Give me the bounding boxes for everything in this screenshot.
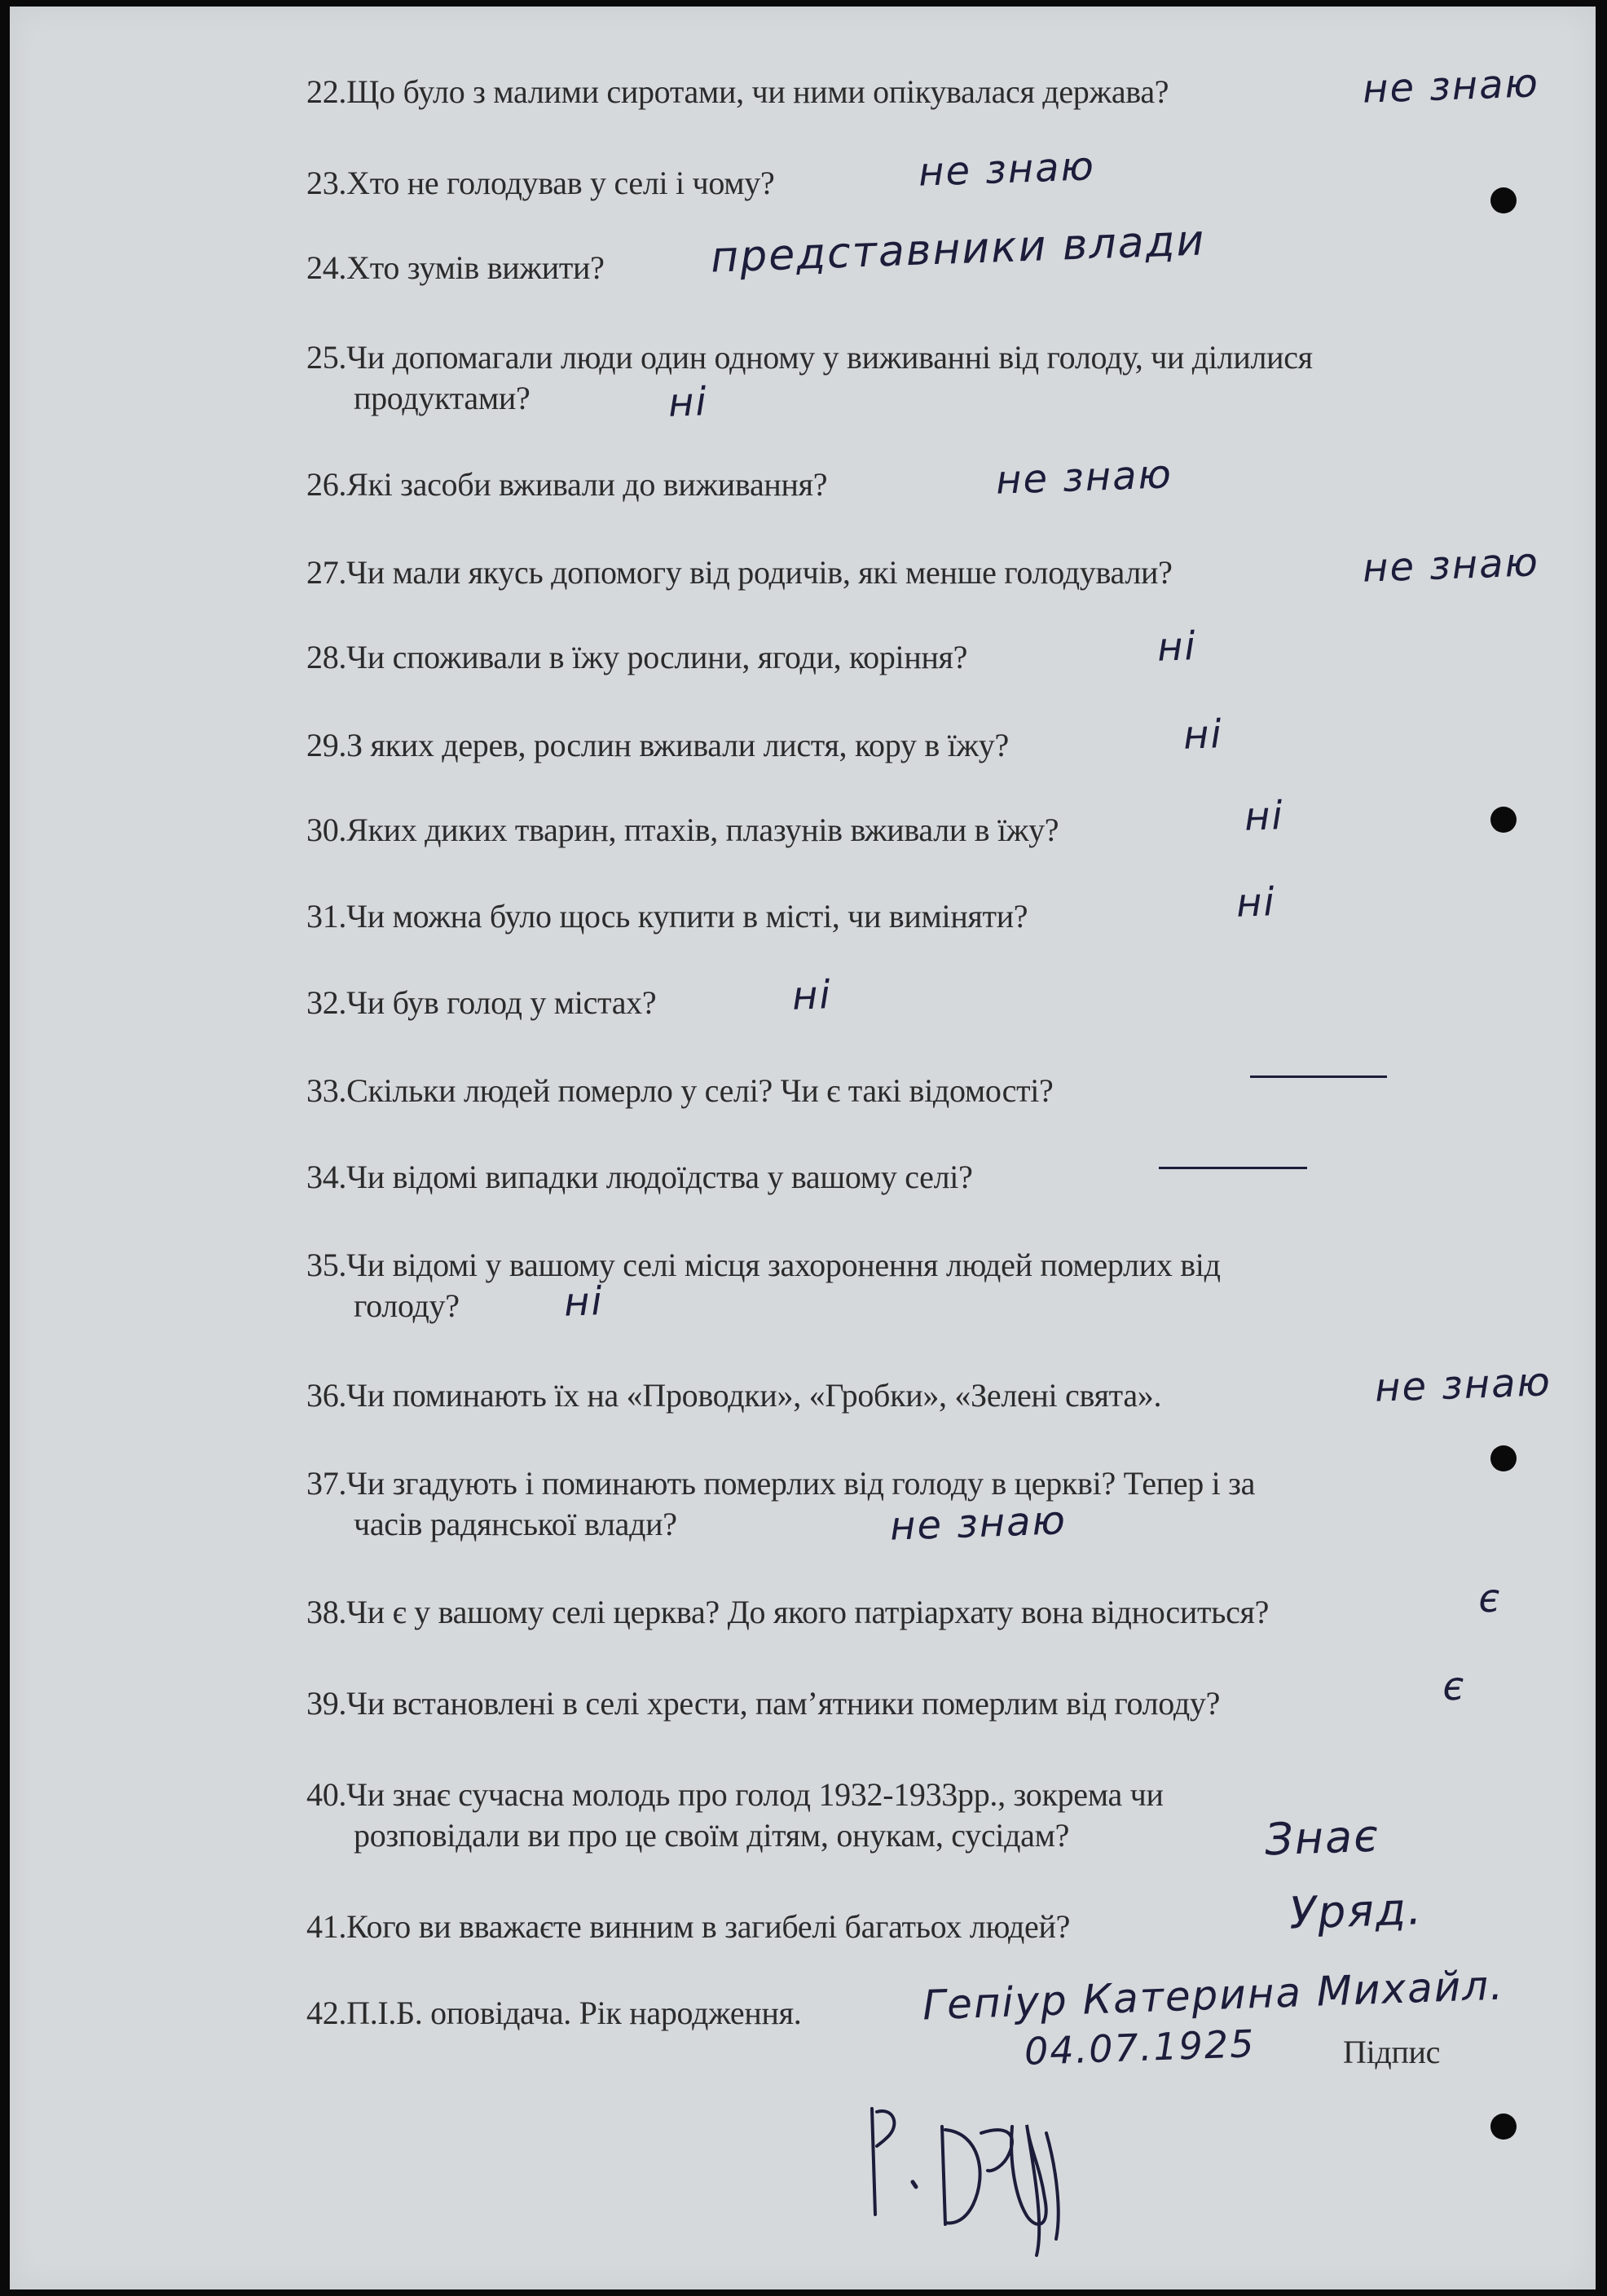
question-number: 29 (306, 727, 339, 763)
question-text: Яких диких тварин, птахів, плазунів вживали в їжу? (346, 812, 1059, 848)
handwritten-birth-date: 04.07.1925 (1024, 2021, 1257, 2074)
punch-hole (1490, 807, 1517, 833)
question-number: 39 (306, 1685, 339, 1722)
question-text-continued: продуктами? (354, 380, 531, 416)
question-22: 22.Що було з малими сиротами, чи ними опікувалася держава? (306, 73, 1169, 110)
question-text: Чи є у вашому селі церква? До якого патріархату вона відноситься? (346, 1594, 1270, 1630)
question-number: 41 (306, 1908, 339, 1945)
question-27: 27.Чи мали якусь допомогу від родичів, які менше голодували? (306, 554, 1173, 591)
question-number: 22 (306, 73, 339, 110)
question-text-continued: розповідали ви про це своїм дітям, онукам, сусідам? (354, 1817, 1070, 1854)
handwritten-answer: ні (791, 972, 833, 1019)
handwritten-answer: Уряд. (1288, 1883, 1424, 1939)
question-number: 33 (306, 1072, 339, 1109)
question-text: Чи відомі у вашому селі місця захоронення людей померлих від (346, 1247, 1221, 1283)
answer-dash (1250, 1075, 1387, 1078)
question-40: 40.Чи знає сучасна молодь про голод 1932-1933рр., зокрема чи розповідали ви про це своїм дітям, онукам, сусідам? (306, 1775, 1164, 1856)
question-38: 38.Чи є у вашому селі церква? До якого патріархату вона відноситься? (306, 1594, 1270, 1630)
handwritten-answer: не знаю (1374, 1359, 1552, 1411)
handwritten-answer: ні (1182, 711, 1224, 759)
handwritten-answer: ні (1156, 623, 1198, 671)
question-text: Хто зумів вижити? (346, 249, 605, 286)
question-number: 26 (306, 466, 339, 503)
question-number: 36 (306, 1377, 339, 1414)
question-number: 30 (306, 812, 339, 848)
question-text: Чи був голод у містах? (346, 984, 657, 1021)
handwritten-answer: не знаю (995, 451, 1173, 504)
question-text: Чи згадують і поминають померлих від голоду в церкві? Тепер і за (346, 1465, 1256, 1502)
question-text: П.І.Б. оповідача. Рік народження. (346, 1995, 802, 2031)
handwritten-answer: ні (667, 379, 709, 426)
question-text: Які засоби вживали до виживання? (346, 466, 828, 503)
question-number: 27 (306, 554, 339, 591)
question-text: Кого ви вважаєте винним в загибелі багатьох людей? (346, 1908, 1071, 1945)
handwritten-answer: ні (1244, 793, 1285, 840)
question-33: 33.Скільки людей померло у селі? Чи є такі відомості? (306, 1072, 1054, 1109)
question-number: 24 (306, 249, 339, 286)
question-number: 23 (306, 165, 339, 201)
question-26: 26.Які засоби вживали до виживання? (306, 466, 828, 503)
question-34: 34.Чи відомі випадки людоїдства у вашому селі? (306, 1159, 973, 1195)
handwritten-answer: представники влади (710, 216, 1207, 283)
punch-hole (1490, 1445, 1517, 1471)
handwritten-answer: не знаю (889, 1498, 1068, 1550)
question-23: 23.Хто не голодував у селі і чому? (306, 165, 775, 201)
question-number: 34 (306, 1159, 339, 1195)
handwritten-answer: не знаю (918, 143, 1096, 196)
handwritten-answer: є (1442, 1663, 1467, 1710)
question-text: Чи поминають їх на «Проводки», «Гробки», «Зелені свята». (346, 1377, 1162, 1414)
answer-dash (1159, 1167, 1307, 1169)
question-number: 31 (306, 898, 339, 935)
question-42: 42.П.І.Б. оповідача. Рік народження. (306, 1995, 802, 2031)
question-text: Чи споживали в їжу рослини, ягоди, коріння? (346, 639, 968, 675)
handwritten-answer: не знаю (1362, 60, 1540, 112)
question-35: 35.Чи відомі у вашому селі місця захоронення людей померлих від голоду? (306, 1245, 1221, 1326)
question-25: 25.Чи допомагали люди один одному у виживанні від голоду, чи ділилися продуктами? (306, 337, 1313, 419)
question-32: 32.Чи був голод у містах? (306, 984, 657, 1021)
question-30: 30.Яких диких тварин, птахів, плазунів вживали в їжу? (306, 812, 1059, 848)
question-text: Хто не голодував у селі і чому? (346, 165, 775, 201)
question-text: Чи мали якусь допомогу від родичів, які менше голодували? (346, 554, 1173, 591)
handwritten-name: Гепіур Катерина Михайл. (922, 1961, 1505, 2030)
question-41: 41.Кого ви вважаєте винним в загибелі багатьох людей? (306, 1908, 1071, 1945)
question-number: 37 (306, 1465, 339, 1502)
question-number: 25 (306, 339, 339, 376)
question-text: Чи допомагали люди один одному у виживанні від голоду, чи ділилися (346, 339, 1313, 376)
signature-label: Підпис (1343, 2034, 1441, 2070)
question-29: 29.З яких дерев, рослин вживали листя, кору в їжу? (306, 727, 1009, 763)
question-number: 28 (306, 639, 339, 675)
question-number: 38 (306, 1594, 339, 1630)
question-text-continued: часів радянської влади? (354, 1506, 677, 1542)
question-31: 31.Чи можна було щось купити в місті, чи виміняти? (306, 898, 1028, 935)
punch-hole (1490, 187, 1517, 213)
question-39: 39.Чи встановлені в селі хрести, пам’ятники померлим від голоду? (306, 1685, 1221, 1722)
handwritten-answer: є (1477, 1575, 1503, 1622)
question-text: З яких дерев, рослин вживали листя, кору в їжу? (346, 727, 1009, 763)
punch-hole (1490, 2113, 1517, 2140)
handwritten-answer: Знає (1263, 1810, 1380, 1866)
question-36: 36.Чи поминають їх на «Проводки», «Гробки», «Зелені свята». (306, 1377, 1162, 1414)
question-number: 40 (306, 1776, 339, 1813)
questionnaire-page (10, 7, 1596, 2289)
question-28: 28.Чи споживали в їжу рослини, ягоди, коріння? (306, 639, 968, 675)
question-text: Чи встановлені в селі хрести, пам’ятники померлим від голоду? (346, 1685, 1221, 1722)
question-37: 37.Чи згадують і поминають померлих від голоду в церкві? Тепер і за часів радянської влади? (306, 1463, 1255, 1545)
question-text: Що було з малими сиротами, чи ними опікувалася держава? (346, 73, 1169, 110)
handwritten-answer: ні (1235, 879, 1277, 926)
handwritten-answer: не знаю (1362, 539, 1540, 592)
question-number: 42 (306, 1995, 339, 2031)
question-number: 35 (306, 1247, 339, 1283)
question-text-continued: голоду? (354, 1287, 460, 1324)
question-text: Чи можна було щось купити в місті, чи виміняти? (346, 898, 1028, 935)
question-text: Чи відомі випадки людоїдства у вашому селі? (346, 1159, 973, 1195)
question-24: 24.Хто зумів вижити? (306, 249, 605, 286)
handwritten-answer: ні (563, 1278, 605, 1326)
signature-scribble (857, 2076, 1118, 2272)
question-number: 32 (306, 984, 339, 1021)
question-text: Скільки людей померло у селі? Чи є такі відомості? (346, 1072, 1054, 1109)
question-text: Чи знає сучасна молодь про голод 1932-1933рр., зокрема чи (346, 1776, 1164, 1813)
